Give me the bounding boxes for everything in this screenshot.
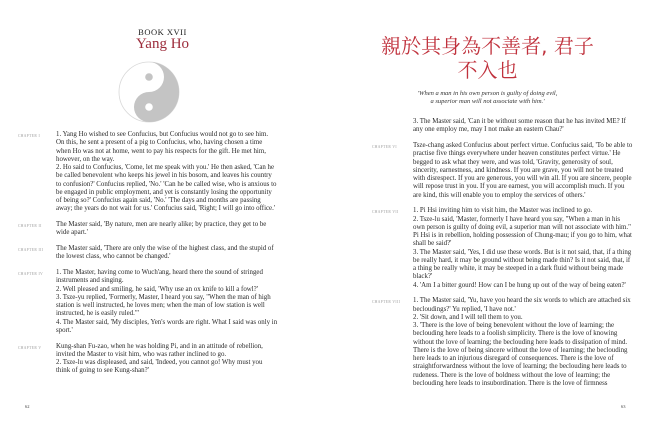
chapter-label: CHAPTER VIII [372, 300, 401, 305]
chapter-label: CHAPTER VI [372, 145, 397, 149]
page-number: 62 [25, 404, 30, 409]
chapter-block [372, 207, 633, 290]
right-text-column [372, 118, 633, 396]
chapter-block [18, 342, 278, 376]
verse-paragraph: 4. The Master said, 'My disciples, Yen's words are right. What I said was only in sport.' [56, 318, 278, 334]
chapter-title: Yang Ho [135, 36, 190, 52]
verse-paragraph: The Master said, 'There are only the wise of the highest class, and the stupid of the lowest class, who cannot be changed.' [56, 245, 274, 261]
chapter-block [372, 142, 633, 200]
verse-paragraph: 2. Tsze-lu said, 'Master, formerly I have heard you say, "When a man in his own person is guilty of doing evil, a superior man will not associate with him." Pi Hsi is in rebellion, holding possession of Chung-mau; if you go to him, what shall be said?' [413, 215, 632, 248]
verse-paragraph: 2. Well pleased and smiling, he said, 'Why use an ox knife to kill a fowl?' [56, 285, 258, 293]
verse-paragraph: 2. Ho said to Confucius, 'Come, let me speak with you.' He then asked, 'Can he be called benevolent who keeps his jewel in his bosom, and leaves his country to confusion?' Confucius replied, 'No.' 'Can he be called wise, who is anxious to be engaged in public employment, and yet is constantly losing the opportunity of being so?' Confucius again said, 'No.' 'The days and months are passing away; the years do not wait for us.' Confucius said, 'Right; I will go into office.' [56, 164, 277, 213]
page-number: 63 [621, 404, 626, 409]
chapter-block [372, 297, 633, 388]
verse-paragraph: 1. Pi Hsi inviting him to visit him, the Master was inclined to go. [413, 207, 593, 215]
chapter-block [18, 245, 278, 262]
verse-paragraph: 2. 'Sit down, and I will tell them to you. [413, 313, 523, 321]
verse-paragraph: Tsze-chang asked Confucius about perfect virtue. Confucius said, 'To be able to practise five things everywhere under heaven constitutes perfect virtue.' He begged to ask what they were, and was told, 'Gravity, generosity of soul, sincerity, earnestness, and kindness. If you are grave, you will not be treated with disrespect. If you are generous, you will win all. If you are sincere, people will repose trust in you. If you are earnest, you will accomplish much. If you are kind, this will enable you to employ the services of others.' [413, 142, 633, 199]
chapter-block [413, 118, 633, 135]
chinese-heading [325, 34, 650, 82]
chinese-line: 不入也 [457, 58, 518, 82]
chapter-label: CHAPTER I [18, 134, 41, 138]
book-label: BOOK XVII [138, 27, 187, 37]
left-text-column [18, 131, 278, 383]
verse-paragraph: 3. The Master said, 'Can it be without some reason that he has invited ME? If any one employ me, may I not make an eastern Chau?' [413, 118, 626, 134]
chinese-line: 親於其身為不善者, 君子 [381, 34, 594, 58]
verse-paragraph: 2. Tsze-lu was displeased, and said, 'Indeed, you cannot go! Why must you think of going to see Kung-shan?' [56, 359, 263, 375]
quote-line: 'When a man in his own person is guilty of doing evil, [417, 90, 558, 97]
verse-paragraph: 1. Yang Ho wished to see Confucius, but Confucius would not go to see him. On this, he sent a present of a pig to Confucius, who, having chosen a time when Ho was not at home, went to pay his respects for the gift. He met him, however, on the way. [56, 131, 269, 163]
chapter-label: CHAPTER VII [372, 210, 399, 215]
right-page [325, 0, 650, 440]
verse-paragraph: 3. 'There is the love of being benevolent without the love of learning; the beclouding here leads to a foolish simplicity. There is the love of knowing without the love of learning; the beclouding here leads to dissipation of mind. There is the love of being sincere without the love of learning; the beclouding here leads to an injurious disregard of consequences. There is the love of straightforwardness without the love of learning; the beclouding here leads to rudeness. There is the love of boldness without the love of learning; the beclouding here leads to insubordination. There is the love of firmness [413, 322, 628, 387]
verse-paragraph: 3. Tsze-yu replied, 'Formerly, Master, I heard you say, "When the man of high station is well instructed, he loves men; when the man of low station is well instructed, he is easily ruled."' [56, 293, 271, 318]
verse-paragraph: 4. 'Am I a bitter gourd! How can I be hung up out of the way of being eaten?' [413, 281, 626, 289]
quote-line: a superior man will not associate with him.' [430, 98, 545, 105]
chapter-label: CHAPTER III [18, 248, 44, 252]
chapter-block [18, 221, 278, 238]
yin-yang-icon [118, 61, 180, 123]
chapter-label: CHAPTER II [18, 224, 42, 228]
chapter-label: CHAPTER V [18, 345, 42, 350]
verse-paragraph: The Master said, 'By nature, men are nearly alike; by practice, they get to be wide apart.' [56, 221, 267, 237]
chapter-label: CHAPTER IV [18, 272, 44, 276]
verse-paragraph: 3. The Master said, 'Yes, I did use these words. But is it not said, that, if a thing be really hard, it may be ground without being made thin? Is it not said, that, if a thing be really white, it may be steeped in a dark fluid without being made black?' [413, 248, 632, 281]
verse-paragraph: 1. The Master said, 'Yu, have you heard the six words to which are attached six becloudings?' Yu replied, 'I have not.' [413, 297, 631, 313]
chapter-block [18, 269, 278, 335]
epigraph-quote [325, 90, 650, 106]
chapter-block [18, 131, 278, 214]
verse-paragraph: 1. The Master, having come to Wuch'ang, heard there the sound of stringed instruments and singing. [56, 269, 263, 285]
verse-paragraph: Kung-shan Fu-zao, when he was holding Pi, and in an attitude of rebellion, invited the Master to visit him, who was rather inclined to go. [56, 342, 263, 358]
